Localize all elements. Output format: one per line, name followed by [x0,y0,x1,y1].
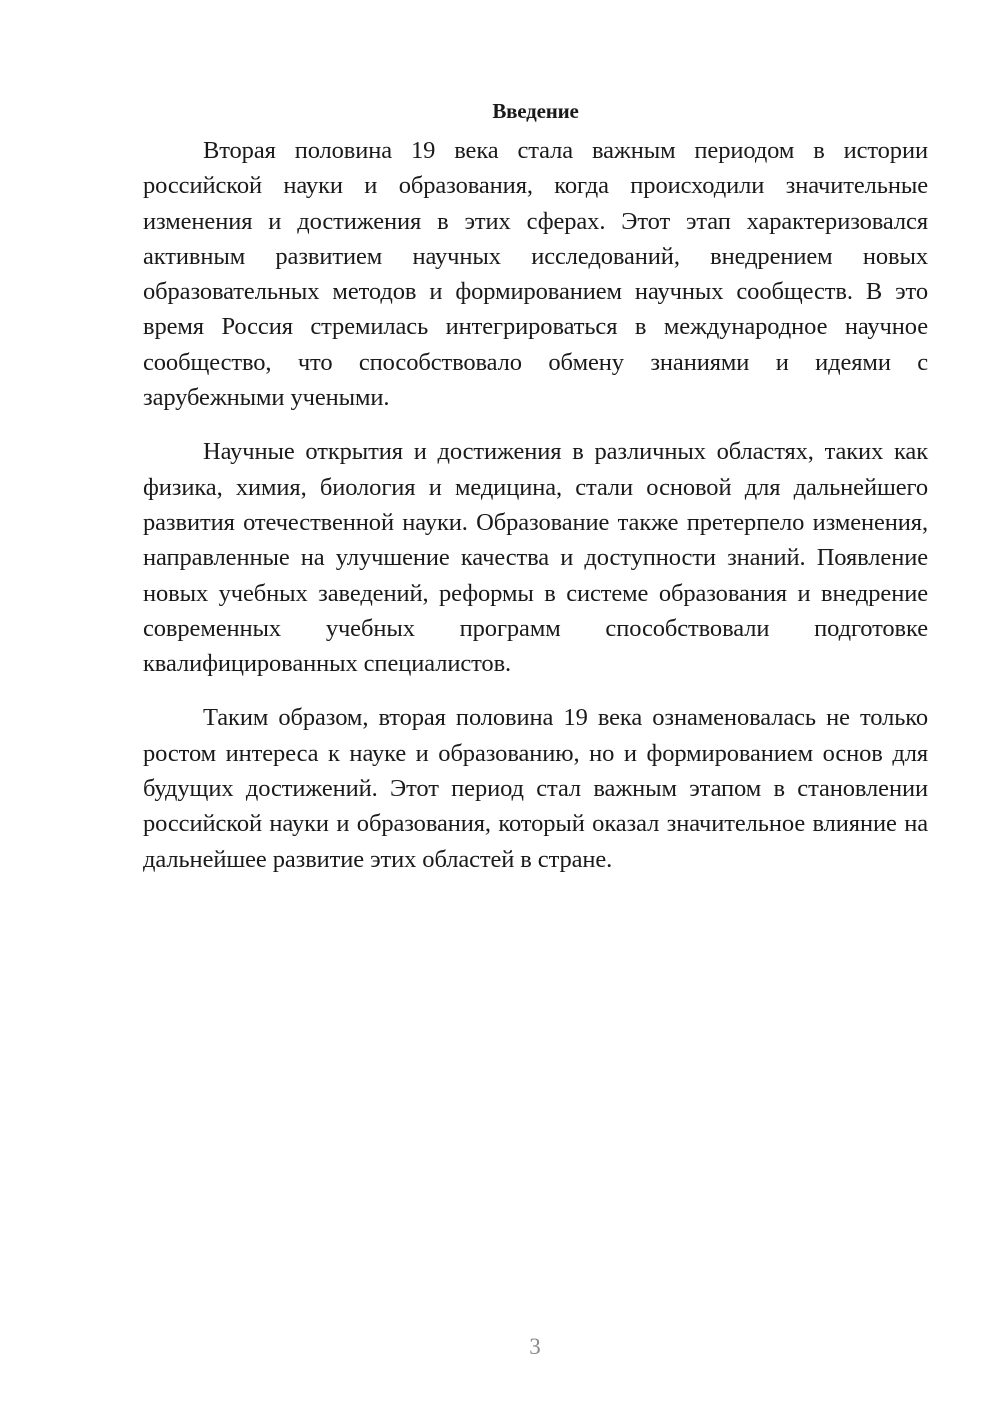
page-content [143,96,928,896]
paragraph-2: Научные открытия и достижения в различных областях, таких как физика, химия, биология и медицина, стали основой для дальнейшего развития отечественной науки. Образование также претерпело изменения, направленные на улучшение качества и доступности знаний. Появление новых учебных заведений, реформы в системе образования и внедрение современных учебных программ способствовали подготовке квалифицированных специалистов. [143,438,928,678]
paragraph-3: Таким образом, вторая половина 19 века ознаменовалась не только ростом интереса к науке и образованию, но и формированием основ для будущих достижений. Этот период стал важным этапом в становлении российской науки и образования, который оказал значительное влияние на дальнейшее развитие этих областей в стране. [143,704,928,873]
page-number: 3 [529,1334,541,1359]
paragraph-1: Вторая половина 19 века стала важным периодом в истории российской науки и образования, когда происходили значительные изменения и достижения в этих сферах. Этот этап характеризовался активным развитием научных исследований, внедрением новых образовательных методов и формированием научных сообществ. В это время Россия стремилась интегрироваться в международное научное сообщество, что способствовало обмену знаниями и идеями с зарубежными учеными. [143,137,928,412]
section-title: Введение [492,99,579,123]
